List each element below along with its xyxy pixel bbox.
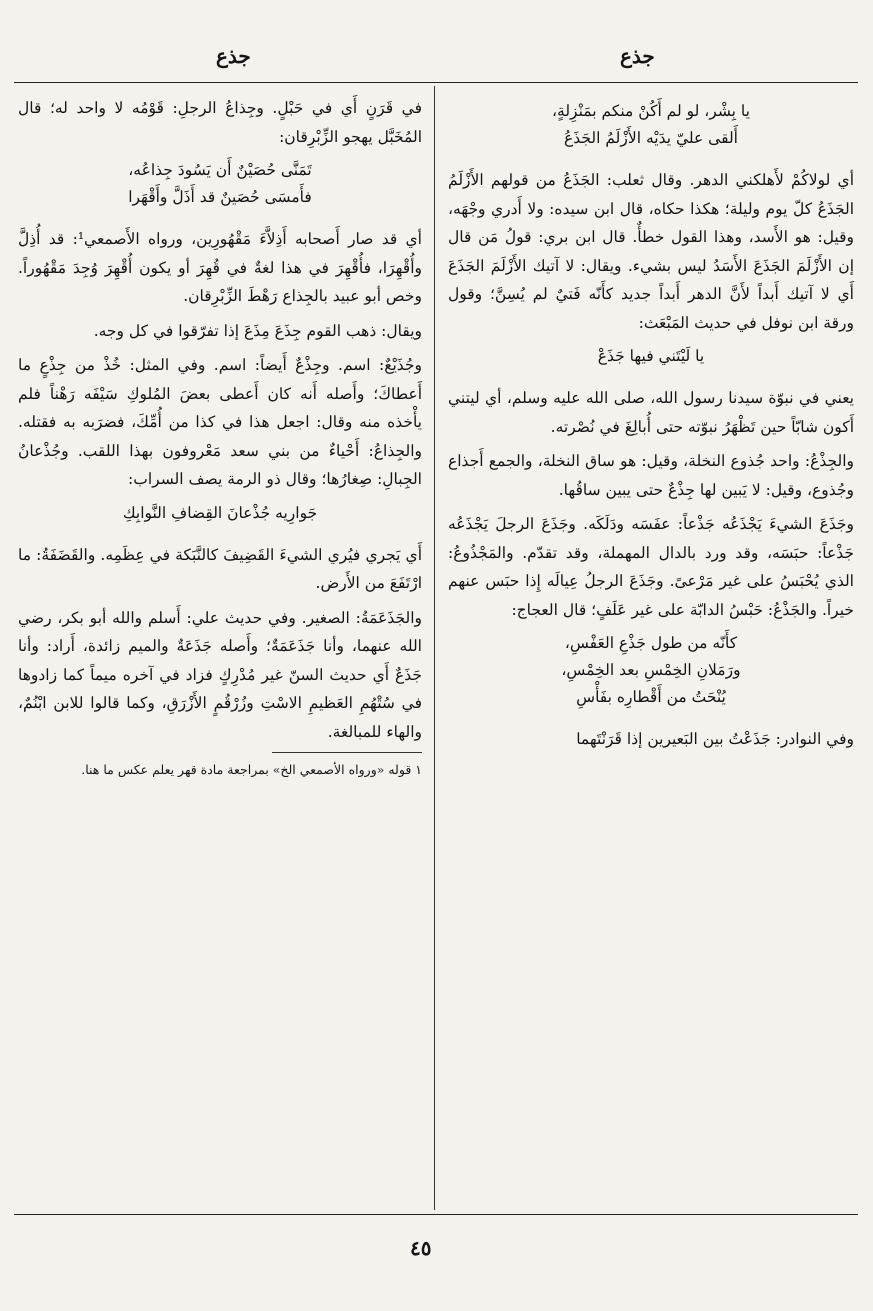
- verse-block: [18, 157, 422, 211]
- entry-paragraph: أي قد صار أَصحابه أَذِلاَّءَ مَقْهُورِين، ورواه الأَصمعي¹: قد أُذِلَّ وأُقْهِرَا، فأُقْهِرَ في هذا لغةٌ في قُهِرَ أو يكون أُقْهِرَ وُجِدَ مَقْهُوراً. وخص أبو عبيد بالجِذاع رَهْطَ الزِّبْرِقان.: [18, 230, 422, 305]
- verse-block: [18, 500, 422, 527]
- verse-line: كأَنّه من طول جَذْعِ العَفْسِ،: [564, 634, 738, 652]
- verse-line: فأَمسَى حُصَينٌ قد أَذَلَّ وأَقْهَرا: [128, 188, 312, 206]
- verse-block: [448, 630, 854, 711]
- entry-paragraph: وجُذَيْعٌ: اسم. وجِذْعٌ أَيضاً: اسم. وفي المثل: خُذْ من جِذْعٍ ما أَعطاكَ؛ وأَصله أَنه كان أَعطى بعضَ المُلوكِ سَيْفَه رَهْناً فلم يأْخذه منه وقال: اجعل هذا في كذا من أُمِّكَ، فضرَبه به فقتله. والجِذاعُ: أَحْياءٌ من بني سعد مَعْروفون بهذا اللقب. وجُذْعانُ الجِبالِ: صِغارُها؛ وقال ذو الرمة يصف السراب:: [18, 356, 422, 488]
- entry-paragraph: في قَرَنٍ أَي في حَبْلٍ. وجِذاعُ الرجلِ: قَوْمُه لا واحد له؛ قال المُخَبَّل يهجو الزِّبْرِقان:: [18, 99, 422, 146]
- entry-paragraph: يعني في نبوّة سيدنا رسول الله، صلى الله عليه وسلم، أي ليتني أَكون شابّاً حين تَظْهَرُ نبوّته حتى أُبالِغَ في نُصْرته.: [448, 389, 854, 436]
- verse-line: تَمَنَّى حُصَيْنٌ أَن يَسُودَ جِذاعُه،: [128, 161, 312, 179]
- verse-line: ورَمَلانِ الخِمْسِ بعد الخِمْسِ،: [561, 661, 741, 679]
- left-column: [18, 94, 422, 787]
- bottom-rule: [14, 1214, 858, 1215]
- entry-paragraph: ويقال: ذهب القوم جِذَعَ مِذَعَ إذا تفرّقوا في كل وجه.: [93, 321, 422, 340]
- entry-paragraph: وجَذَعَ الشيءَ يَجْذَعُه جَذْعاً: عفَسَه ودَلَكَه. وجَذَعَ الرجلَ يَجْذَعُه جَذْعاً: حبَسَه، وقد ورد بالدال المهملة، وقد تقدّم. والمَجْذُوعُ: الذي يُحْبَسُ على غير مَرْعىً. وجَذَعَ الرجلُ عِيالَه إِذا حبَس عنهم خيراً. والجَذْعُ: حَبْسُ الدابّة على غير عَلَفٍ؛ قال العجاج:: [448, 515, 854, 619]
- verse-line: أَلقى عليّ يدَيْه الأَزْلَمُ الجَذَعُ: [564, 129, 738, 147]
- entry-paragraph: والجِذْعُ: واحد جُذوع النخلة، وقيل: هو ساق النخلة، والجمع أَجذاع وجُذوع، وقيل: لا يَبين لها جِذْعٌ حتى يبين ساقُها.: [448, 452, 854, 499]
- entry-paragraph: وفي النوادر: جَذَعْتُ بين البَعيرين إذا قَرَنْتَهما: [576, 730, 854, 748]
- page-number: ٤٥: [410, 1236, 432, 1260]
- verse-line: يا لَيْتَني فيها جَذَعْ: [597, 347, 705, 365]
- verse-line: يُنْحَتُ من أَقْطارِه بفَأْسِ: [576, 688, 726, 706]
- footnote: ١ قوله «ورواه الأصمعي الخ» بمراجعة مادة قهر يعلم عكس ما هنا.: [81, 762, 422, 777]
- verse-line: يا بِشْر، لو لم أَكُنْ منكم بمَنْزِلةٍ،: [552, 102, 750, 120]
- column-divider: [434, 86, 435, 1210]
- entry-paragraph: والجَذَعَمَةُ: الصغير. وفي حديث علي: أَسلم والله أبو بكر، رضي الله عنهما، وأنا جَذَعَمَةٌ؛ وأَصله جَذَعَةٌ والميم زائدة، أَراد: وأنا جَذَعٌ أَي حديث السنّ غير مُدْرِكٍ فزاد في آخره ميماً كما زادوها في سُتْهُمِ العَظيمِ الاسْتِ وزُرْقُمٍ الأَزْرَقِ، وكما قالوا للابن ابْنُمٌ، والهاء للمبالغة.: [18, 608, 422, 741]
- left-headword: جذع: [216, 44, 251, 68]
- verse-block: [448, 343, 854, 370]
- right-column: [448, 94, 854, 760]
- verse-line: جَوارِيه جُذْعانَ القِضافِ النَّوابِكِ: [122, 503, 318, 522]
- top-rule: [14, 82, 858, 83]
- footnote-rule: [272, 752, 422, 753]
- entry-paragraph: أي لولاكُمْ لأَهلكني الدهر. وقال ثعلب: الجَذَعُ من قولهم الأَزْلَمُ الجَذَعُ كلّ يوم وليلة؛ هكذا حكاه، قال ابن سيده: ولا أَدري وجْهَه، وقيل: هو الأَسد، وهذا القول خطأٌ. قال ابن بري: قولُ مَن قال إن الأَزْلَمَ الجَذَعَ الأَسَدُ ليس بشيء. ويقال: لا آتيك الأَزْلَمَ الجَذَعَ أَي لا آتيك أَبداً لأَنَّ الدهر أَبداً جديد كأَنّه فَتيٌ لم يُسِنَّ؛ وقول ورقة ابن نوفل في حديث المَبْعَث:: [448, 171, 854, 332]
- verse-block: [448, 98, 854, 152]
- entry-paragraph: أَي يَجري فيُري الشيءَ القَضِيفَ كالنَّبَكة في عِظَمِه. والقَضَفَةُ: ما ارْتَفَعَ من الأَرض.: [18, 545, 422, 592]
- right-headword: جذع: [620, 44, 655, 68]
